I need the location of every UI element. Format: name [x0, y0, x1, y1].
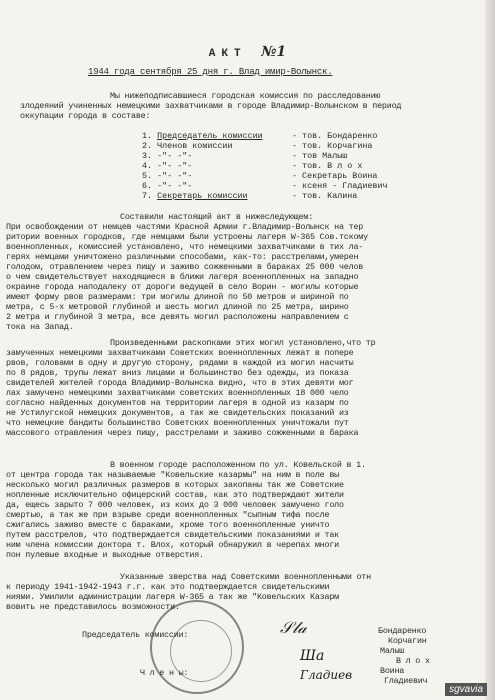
intro-line: злодеяний учиненных немецкими захватчиками в городе Владимир-Волынском в период — [20, 101, 402, 111]
signature-name: Воина — [380, 666, 405, 676]
members-label: Ч л е н ы: — [140, 668, 189, 678]
document-title — [0, 44, 495, 60]
committee-name: - тов Малыш — [292, 151, 348, 161]
committee-row: 7. Секретарь комиссии — [142, 191, 248, 201]
committee-name: - тов. В л о х — [292, 161, 363, 171]
chairman-label: Председатель комиссии: — [82, 630, 189, 640]
signature-name: Бондаренко — [378, 626, 427, 636]
document-number: №1 — [261, 44, 287, 60]
intro-line: Мы нижеподписавшиеся городская комиссия по расследованию — [110, 91, 381, 101]
committee-name: - тов. Корчагина — [292, 141, 373, 151]
body-line: нопленные исключительно офицерский состав, как это подтверждают жители — [6, 490, 344, 500]
body-line: смертью, а так же при взрыве среди военнопленных "сыпным тифа после — [6, 510, 330, 520]
body-line: военнопленных, комиссией установлено, что немецкими захватчиками в тих ла- — [6, 242, 364, 252]
committee-name: - тов. Калина — [292, 191, 358, 201]
signature-name: Малыш — [380, 646, 405, 656]
site-watermark: sgvavia — [445, 683, 487, 696]
body-line: Составили настоящий акт в нижеследующем: — [120, 212, 314, 222]
body-line: имеют форму рвов размерами: три могилы длиной по 50 метров и шириной по — [6, 292, 349, 302]
body-line: сжигались заживо вместе с бараками, кроме того военнопленные уничто — [6, 520, 330, 530]
body-line: массового отравления через пищу, расстрелами и заживо сожженными в барака — [6, 428, 359, 438]
scan-edge — [485, 0, 495, 700]
body-line: свидетелей жителей города Владимир-Волынска видно, что в этих девяти мог — [6, 378, 354, 388]
intro-line: оккупации города в составе: — [20, 111, 151, 121]
body-line: Произведенными раскопками этих могил установлено,что тр — [110, 338, 376, 348]
body-line: При освобождении от немцев частями Красной Армии г.Владимир-Волынск на тер — [6, 222, 364, 232]
body-line: ритории военных городков, где немцами были устроены лагеря W-365 Сов.тскому — [6, 232, 368, 242]
body-line: от центра города так называемые "Ковельские казармы" на ним в поле вы — [6, 470, 339, 480]
committee-row: 1. Председатель комиссии — [142, 131, 263, 141]
committee-row: 5. -"- -"- — [142, 171, 193, 181]
body-line: ниями. Умилили администрации лагеря W-365 а так же "Ковельских Казарм — [6, 592, 339, 602]
body-line: В военном городе расположенном по ул. Ковельской в 1. — [110, 460, 366, 470]
body-line: путем расстрелов, что подтверждается свидетельскими показаниями и так — [6, 530, 339, 540]
body-line: согласно найденных документов на территории лагеря в одной из казарм по — [6, 398, 349, 408]
body-line: герях немцами уничтожено различными способами, как-то: расстрелами,умерен — [6, 252, 359, 262]
signature-mark-member: Гладиев — [300, 668, 353, 682]
body-line: рвов, головами в одну и другую сторону, рядами в каждой из могил насчиты — [6, 358, 354, 368]
committee-row: 3. -"- -"- — [142, 151, 193, 161]
committee-name: - тов. Бондаренко — [292, 131, 378, 141]
body-line: метра, с 5-х метровой глубиной и шесть могил длиной по 25 метра, ширино — [6, 302, 349, 312]
signature-name: В л о х — [396, 656, 430, 666]
signature-mark-member: Ша — [300, 648, 325, 664]
body-line: Указанные зверства над Советскими военнопленными отн — [120, 572, 371, 582]
body-line: лах замучено немецкими захватчиками советских военнопленных 18 000 чело — [6, 388, 349, 398]
body-line: окраине города наподалеку от дороги ведущей в село Ворин - могилы которые — [6, 282, 359, 292]
committee-row: 4. -"- -"- — [142, 161, 193, 171]
body-line: не Устилугской немецких документов, а так же свидетельских показаний из — [6, 408, 349, 418]
body-line: к периоду 1941-1942-1943 г.г. как это подтверждается свидетельскими — [6, 582, 330, 592]
body-line: ним члена комиссии доктора т. Влох, который обнаружил в черепах многи — [6, 540, 339, 550]
body-line: о чем свидетельствует находящиеся в ближи лагеря военнопленных на западно — [6, 272, 359, 282]
body-line: по 8 рядов, трупы лежат вниз лицами и большинство без одежды, из показа — [6, 368, 349, 378]
body-line: пон пулевые входные и выходные отверстия. — [6, 550, 204, 560]
body-line: что немецкие бандиты большинство Советских военнопленных уничтожали пут — [6, 418, 349, 428]
committee-row: 2. Членов комиссии — [142, 141, 233, 151]
signature-mark-chairman: 𝒮𝓁𝒶 — [280, 618, 307, 637]
body-line: 2 метра и глубиной 3 метра, все девять могил расположены направлением с — [6, 312, 349, 322]
date-line: 1944 года сентября 25 дня г. Влад имир-Волынск. — [88, 67, 333, 77]
committee-name: - ксеня - Гладиевич — [292, 181, 388, 191]
body-line: замученных немецкими захватчиками Советских военнопленных лежат в попере — [6, 348, 354, 358]
signature-name: Гладиевич — [384, 676, 428, 686]
official-seal-stamp — [150, 600, 244, 694]
signature-name: Корчагин — [388, 636, 427, 646]
committee-name: - Секретарь Воина — [292, 171, 378, 181]
committee-row: 6. -"- -"- — [142, 181, 193, 191]
body-line: вовить не представилось возможности. — [6, 602, 180, 612]
body-line: голодом, отравлением через пищу и заживо сожженными в бараках 25 000 челов — [6, 262, 364, 272]
body-line: несколько могил различных размеров в которых закопаны так же Советские — [6, 480, 344, 490]
title-text: АКТ — [208, 48, 247, 60]
body-line: тока на Запад. — [6, 322, 74, 332]
body-line: да, ещесь зарыто 7 000 человек, из коих до 3 000 человек замучено голо — [6, 500, 344, 510]
